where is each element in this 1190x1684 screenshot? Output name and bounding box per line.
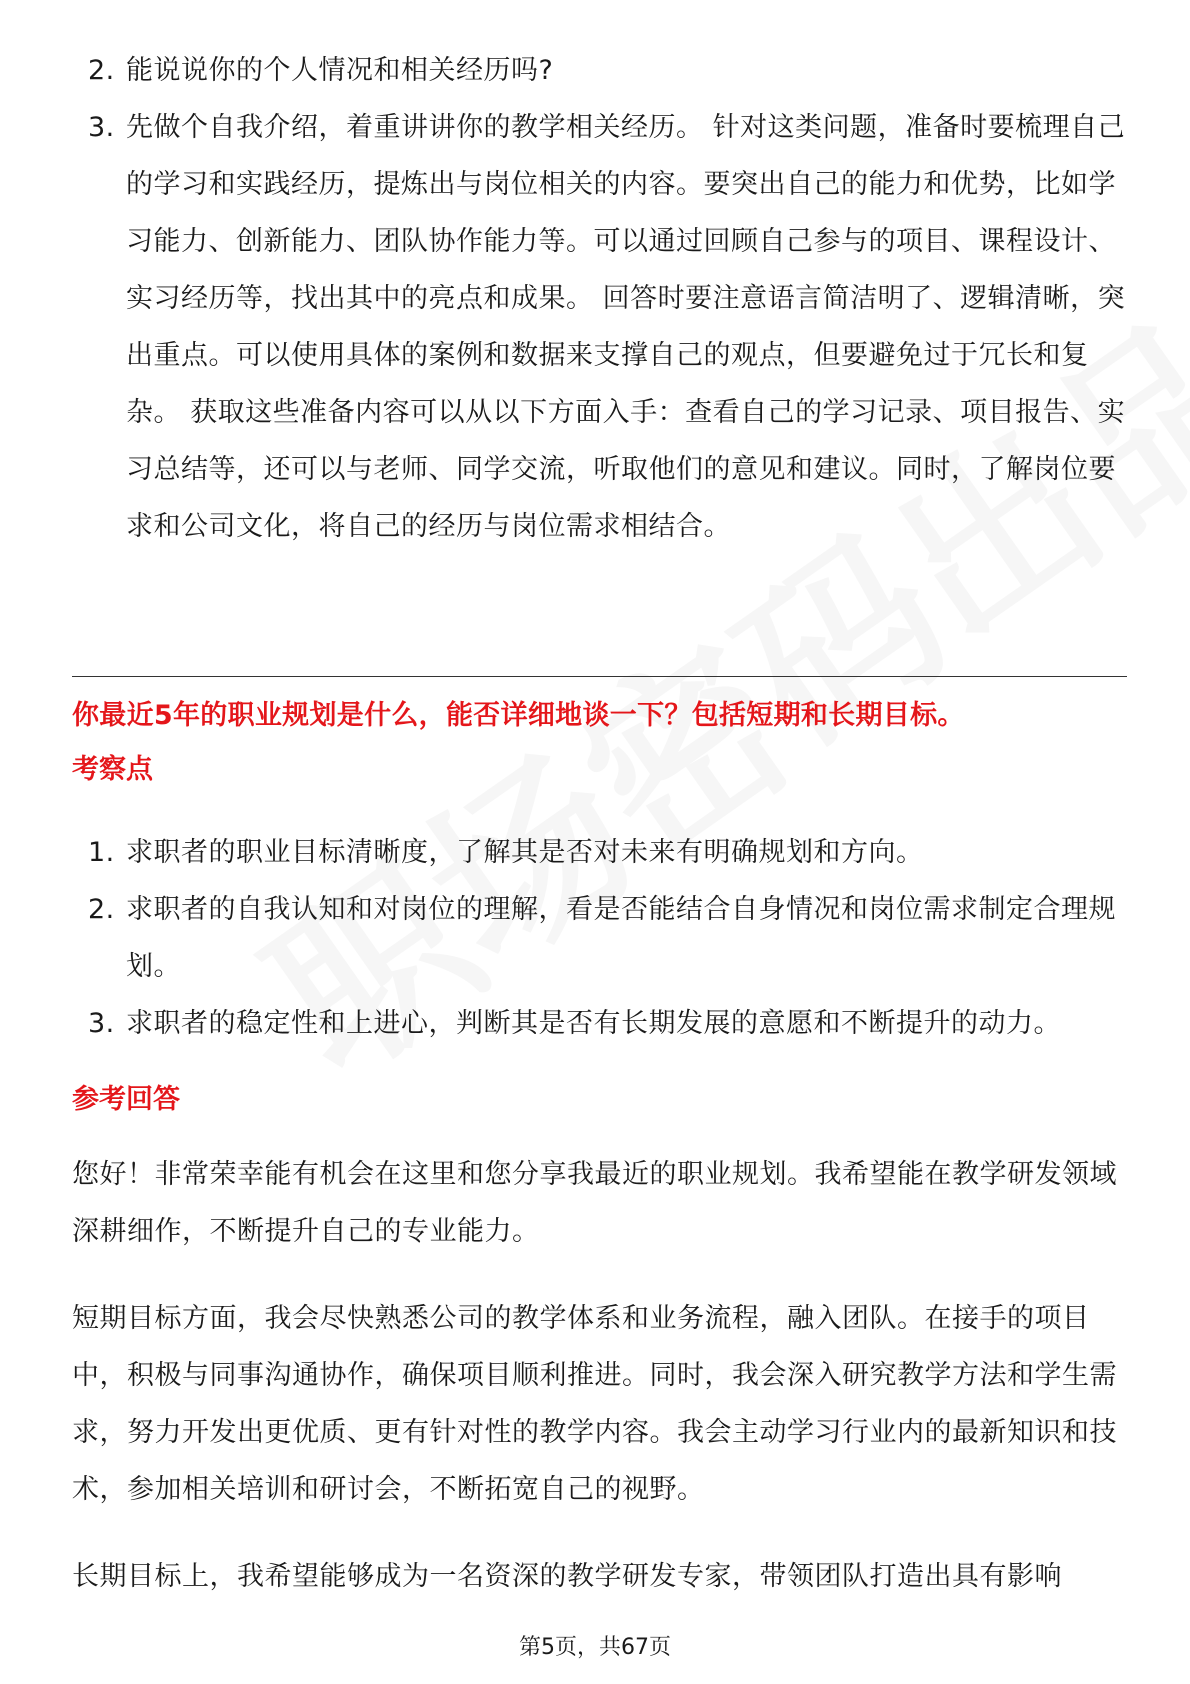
list-number: 3.	[88, 112, 115, 143]
list-number: 2.	[88, 894, 115, 925]
list-item	[72, 99, 1132, 555]
list-item-text: 求职者的职业目标清晰度，了解其是否对未来有明确规划和方向。	[126, 837, 924, 868]
section-divider	[72, 676, 1127, 677]
question-title: 你最近5年的职业规划是什么，能否详细地谈一下？包括短期和长期目标。	[72, 700, 965, 731]
kaocha-list	[72, 824, 1132, 1052]
list-item	[72, 824, 1132, 881]
list-item-text: 先做个自我介绍，着重讲讲你的教学相关经历。 针对这类问题，准备时要梳理自己的学习和实践经历，提炼出与岗位相关的内容。要突出自己的能力和优势，比如学习能力、创新能力、团队协作能力等。可以通过回顾自己参与的项目、课程设计、实习经历等，找出其中的亮点和成果。 回答时要注意语言简洁明了、逻辑清晰，突出重点。可以使用具体的案例和数据来支撑自己的观点，但要避免过于冗长和复杂。 获取这些准备内容可以从以下方面入手：查看自己的学习记录、项目报告、实习总结等，还可以与老师、同学交流，听取他们的意见和建议。同时，了解岗位要求和公司文化，将自己的经历与岗位需求相结合。	[126, 112, 1126, 542]
list-number: 2.	[88, 55, 115, 86]
answer-paragraph: 短期目标方面，我会尽快熟悉公司的教学体系和业务流程，融入团队。在接手的项目中，积极与同事沟通协作，确保项目顺利推进。同时，我会深入研究教学方法和学生需求，努力开发出更优质、更有针对性的教学内容。我会主动学习行业内的最新知识和技术，参加相关培训和研讨会，不断拓宽自己的视野。	[72, 1303, 1117, 1505]
answer-paragraph: 长期目标上，我希望能够成为一名资深的教学研发专家，带领团队打造出具有影响	[72, 1561, 1062, 1592]
answer-paragraph: 您好！非常荣幸能有机会在这里和您分享我最近的职业规划。我希望能在教学研发领域深耕细作，不断提升自己的专业能力。	[72, 1159, 1117, 1247]
list-number: 1.	[88, 837, 115, 868]
list-item	[72, 881, 1132, 995]
list-item-text: 求职者的稳定性和上进心，判断其是否有长期发展的意愿和不断提升的动力。	[126, 1008, 1061, 1039]
list-item	[72, 42, 1132, 99]
kaocha-heading: 考察点	[72, 754, 153, 785]
list-item-text: 求职者的自我认知和对岗位的理解，看是否能结合自身情况和岗位需求制定合理规划。	[126, 894, 1116, 982]
list-item	[72, 995, 1132, 1052]
answer-heading: 参考回答	[72, 1084, 180, 1115]
list-number: 3.	[88, 1008, 115, 1039]
previous-question-list	[72, 42, 1132, 555]
page-footer: 第5页，共67页	[519, 1635, 671, 1660]
list-item-text: 能说说你的个人情况和相关经历吗?	[126, 55, 554, 86]
